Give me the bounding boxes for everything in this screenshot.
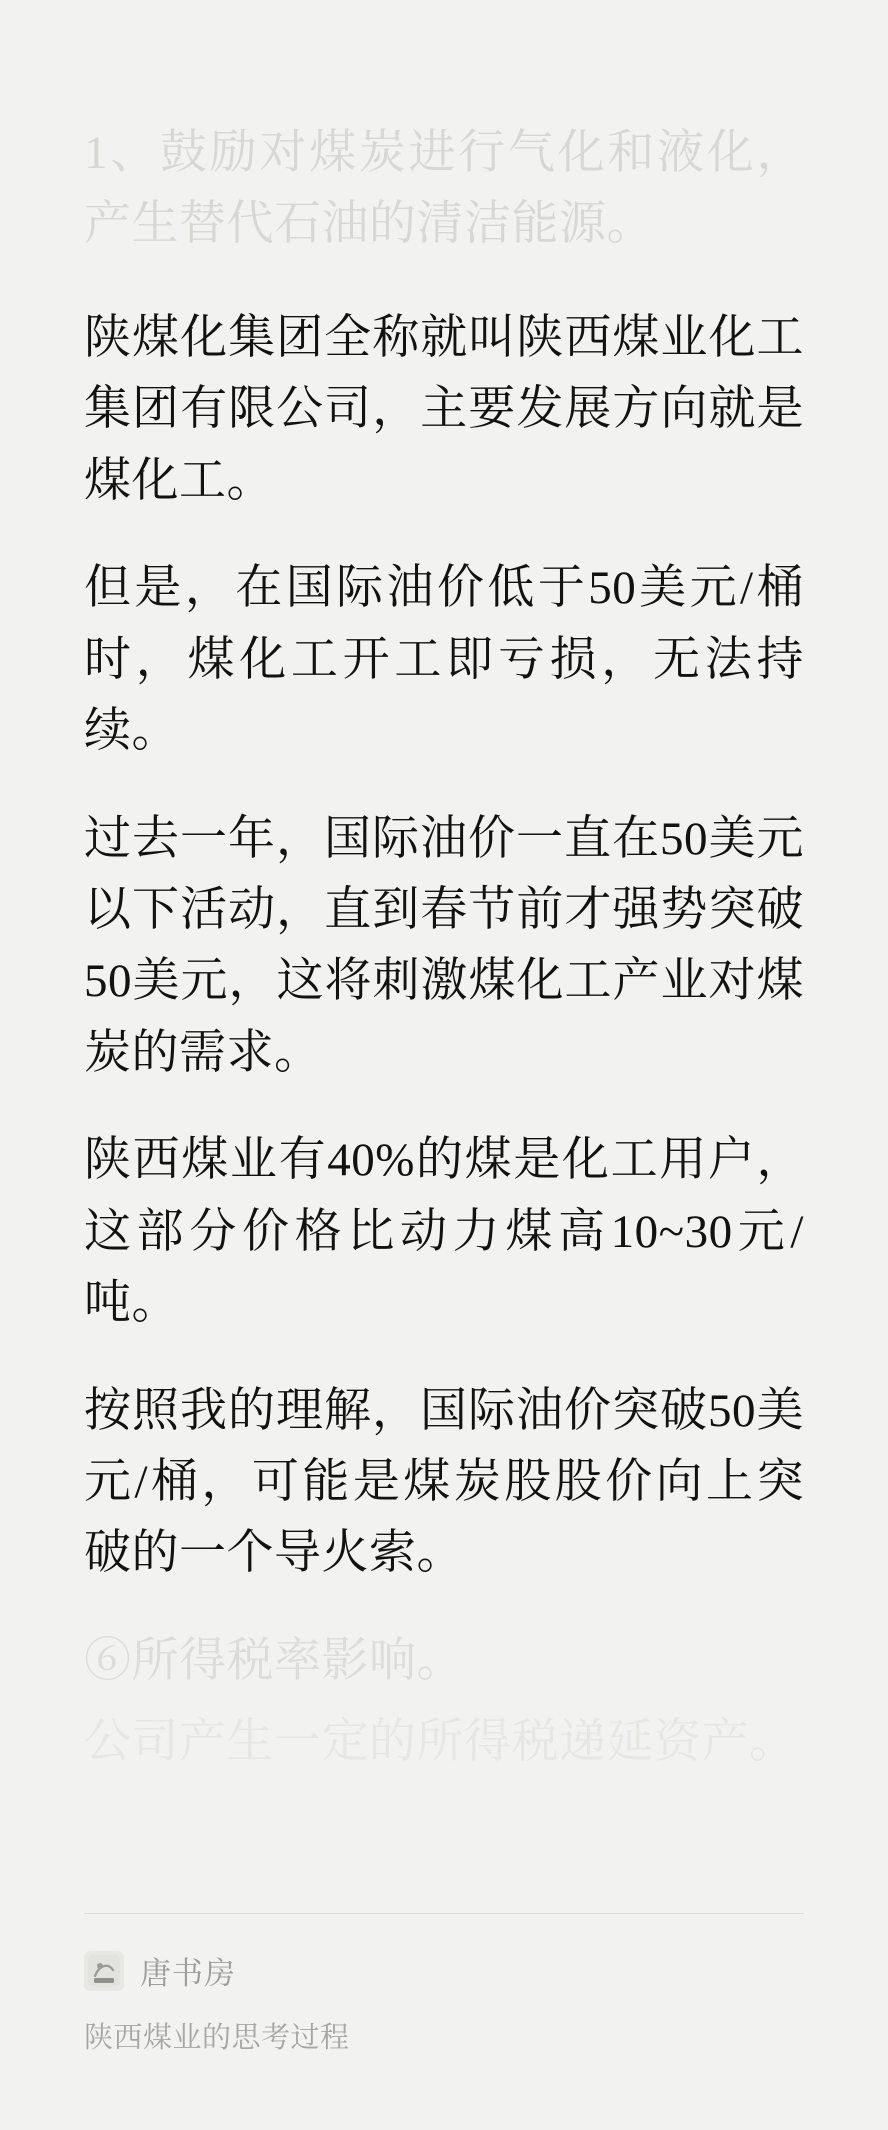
document-subtitle: 陕西煤业的思考过程 [84, 2022, 350, 2054]
author-row[interactable] [84, 1948, 804, 1993]
paragraph-2: 但是，在国际油价低于50美元/桶时，煤化工开工即亏损，无法持续。 [84, 562, 804, 758]
paragraph-1: 陕煤化集团全称就叫陕西煤业化工集团有限公司，主要发展方向就是煤化工。 [84, 311, 804, 507]
faded-paragraph-bottom-2: 公司产生一定的所得税递延资产。 [84, 1716, 797, 1769]
paragraph-3: 过去一年，国际油价一直在50美元以下活动，直到春节前才强势突破50美元，这将刺激煤化工产业对煤炭的需求。 [84, 812, 804, 1079]
paragraph-5: 按照我的理解，国际油价突破50美元/桶，可能是煤炭股股价向上突破的一个导火索。 [84, 1384, 804, 1580]
document-footer [84, 1913, 804, 2056]
paragraph-4: 陕西煤业有40%的煤是化工用户，这部分价格比动力煤高10~30元/吨。 [84, 1134, 804, 1330]
footer-divider [84, 1913, 804, 1914]
document-body [84, 303, 804, 1590]
seal-avatar-icon [84, 1951, 124, 1991]
faded-top-block [84, 0, 804, 261]
author-name: 唐书房 [140, 1956, 236, 1991]
faded-paragraph-bottom-1: ⑥所得税率影响。 [84, 1634, 464, 1687]
faded-bottom-block [84, 1626, 804, 1779]
faded-paragraph: 1、鼓励对煤炭进行气化和液化，产生替代石油的清洁能源。 [84, 127, 804, 251]
